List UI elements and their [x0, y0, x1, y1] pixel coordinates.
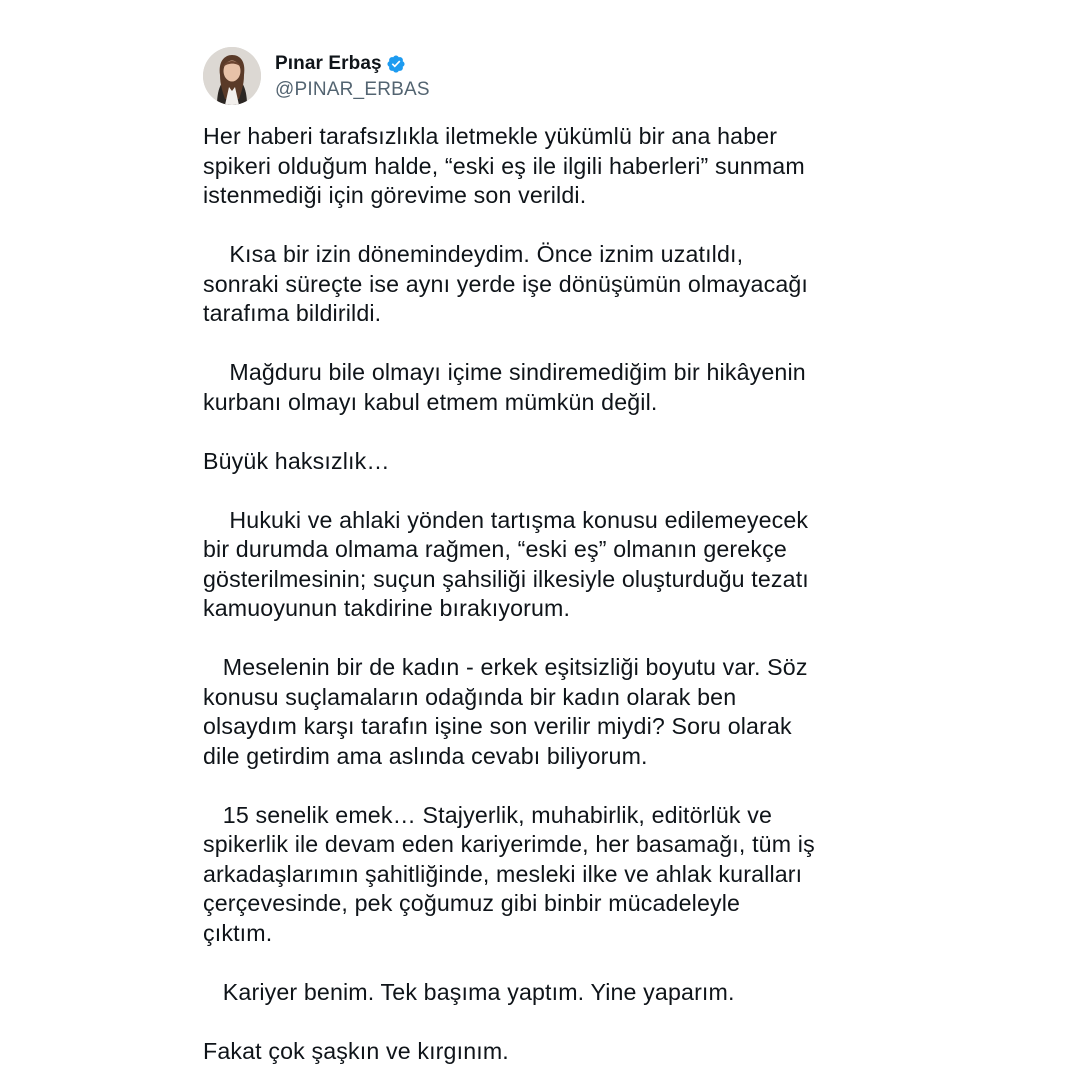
paragraph-gap: [203, 329, 903, 359]
paragraph-gap: [203, 948, 903, 978]
paragraph-gap: [203, 211, 903, 241]
author-names: [275, 51, 430, 101]
display-name[interactable]: Pınar Erbaş: [275, 53, 382, 74]
post-paragraph-6: Meselenin bir de kadın - erkek eşitsizliği boyutu var. Söz konusu suçlamaların odağında bir kadın olarak ben olsaydım karşı tarafın işine son verilir miydi? Soru olarak dile getirdim ama aslında cevabı biliyorum.: [203, 654, 808, 769]
paragraph-gap: [203, 417, 903, 447]
post-paragraph-3: Mağduru bile olmayı içime sindiremediğim bir hikâyenin kurbanı olmayı kabul etmem mümkün değil.: [203, 359, 806, 415]
verified-badge-icon: [386, 54, 406, 74]
post-paragraph-2: Kısa bir izin dönemindeydim. Önce iznim uzatıldı, sonraki süreçte ise aynı yerde işe dönüşümün olmayacağı tarafıma bildirildi.: [203, 241, 808, 326]
paragraph-gap: [203, 771, 903, 801]
avatar[interactable]: [203, 47, 261, 105]
post-paragraph-5: Hukuki ve ahlaki yönden tartışma konusu edilemeyecek bir durumda olmama rağmen, “eski eş” olmanın gerekçe gösterilmesinin; suçun şahsiliği ilkesiyle oluşturduğu tezatı kamuoyunun takdirine bırakıyorum.: [203, 506, 809, 621]
paragraph-gap: [203, 476, 903, 506]
post-paragraph-8: Kariyer benim. Tek başıma yaptım. Yine yaparım.: [203, 978, 735, 1005]
post-paragraph-9: Fakat çok şaşkın ve kırgınım.: [203, 1037, 509, 1064]
post-paragraph-4: Büyük haksızlık…: [203, 447, 390, 474]
paragraph-gap: [203, 1007, 903, 1037]
post-header: [203, 46, 903, 106]
author-handle[interactable]: @PINAR_ERBAS: [275, 79, 430, 100]
paragraph-gap: [203, 624, 903, 654]
post-card: [203, 46, 903, 1066]
post-paragraph-7: 15 senelik emek… Stajyerlik, muhabirlik, editörlük ve spikerlik ile devam eden kariyerimde, her basamağı, tüm iş arkadaşlarımın şahitliğinde, mesleki ilke ve ahlak kuralları çerçevesinde, pek çoğumuz gibi binbir mücadeleyle çıktım.: [203, 801, 815, 946]
post-paragraph-1: Her haberi tarafsızlıkla iletmekle yükümlü bir ana haber spikeri olduğum halde, “eski eş ile ilgili haberleri” sunmam istenmediği için görevime son verildi.: [203, 123, 805, 208]
name-row: [275, 51, 430, 77]
avatar-image: [203, 47, 261, 105]
post-text: [203, 122, 903, 1066]
